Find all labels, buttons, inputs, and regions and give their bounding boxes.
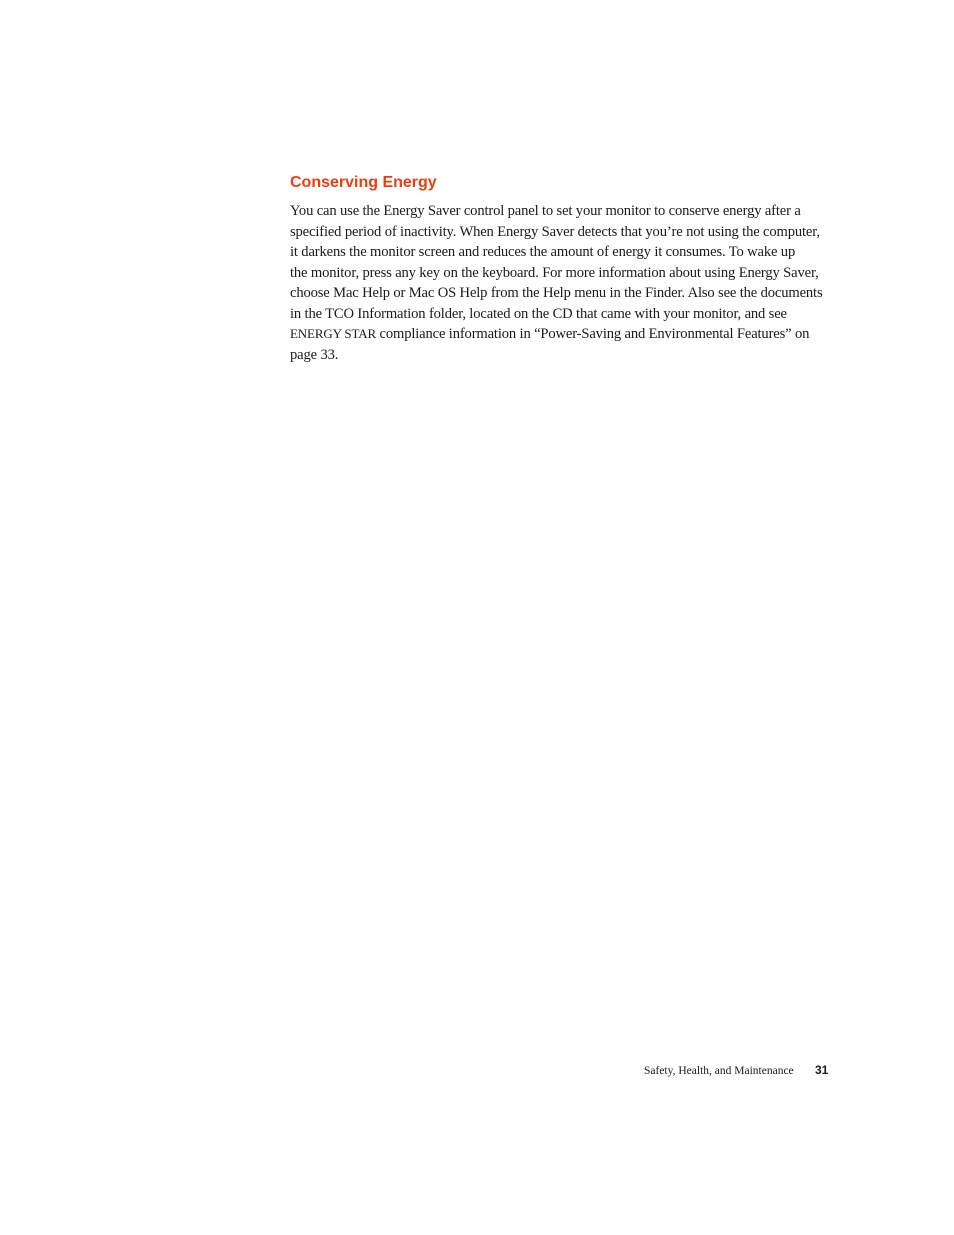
energy-star-label: ENERGY STAR <box>290 326 377 341</box>
paragraph-line: You can use the Energy Saver control panel to set your monitor to conserve energy after a <box>290 203 801 219</box>
paragraph-line: in the TCO Information folder, located on the CD that came with your monitor, and see <box>290 305 787 322</box>
paragraph-line: specified period of inactivity. When Energy Saver detects that you’re not using the computer, <box>290 223 820 240</box>
page-number: 31 <box>815 1063 829 1077</box>
paragraph-line: page 33. <box>290 346 339 363</box>
section-heading: Conserving Energy <box>290 174 437 191</box>
paragraph-line: it darkens the monitor screen and reduces the amount of energy it consumes. To wake up <box>290 244 796 260</box>
paragraph-line <box>290 324 836 345</box>
footer-section-title: Safety, Health, and Maintenance <box>644 1065 794 1077</box>
paragraph-line: choose Mac Help or Mac OS Help from the Help menu in the Finder. Also see the documents <box>290 285 823 301</box>
body-paragraph <box>290 201 836 365</box>
paragraph-line-rest: compliance information in “Power-Saving and Environmental Features” on <box>376 326 810 342</box>
paragraph-line: the monitor, press any key on the keyboard. For more information about using Energy Saver, <box>290 264 819 281</box>
